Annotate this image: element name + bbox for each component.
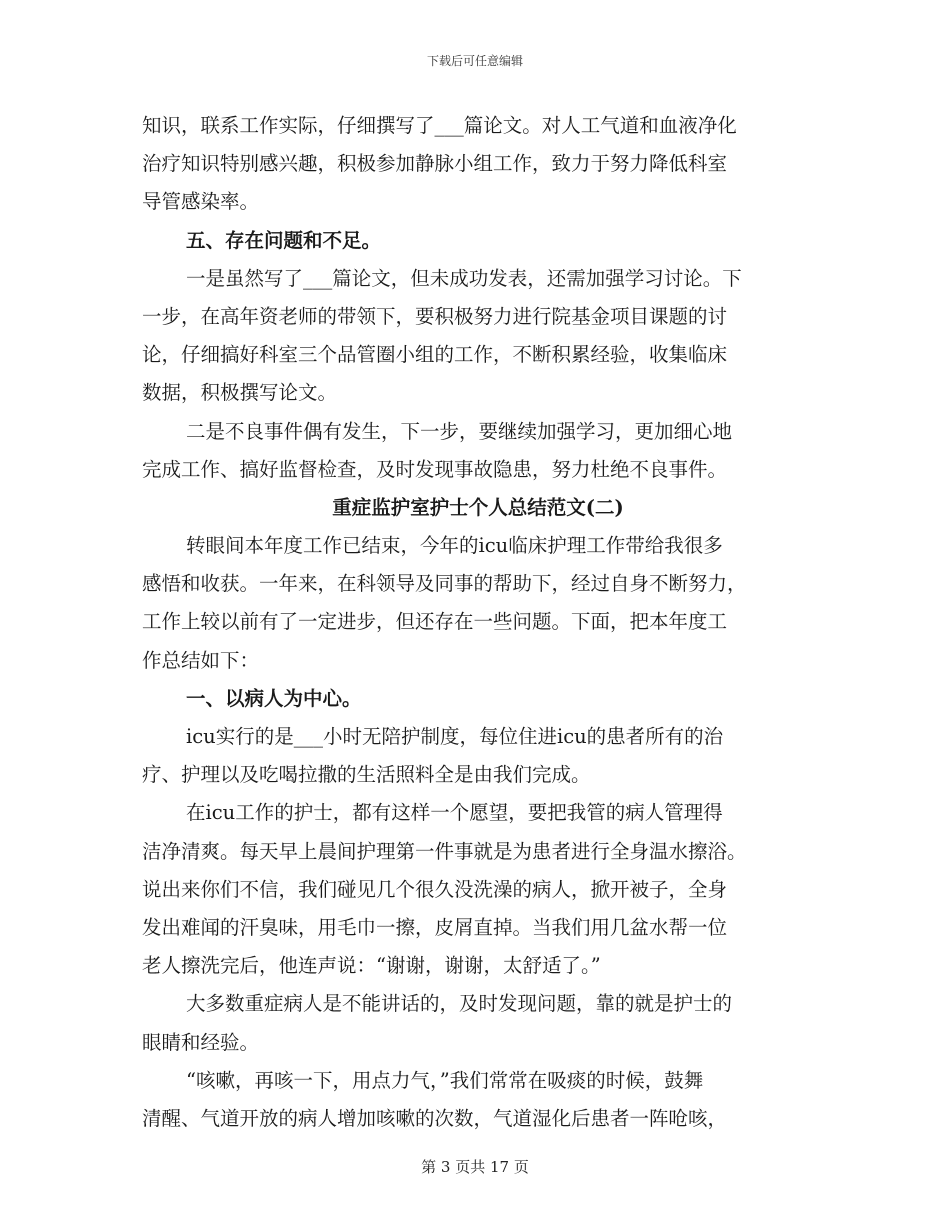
paragraph-line: 一步，在高年资老师的带领下，要积极努力进行院基金项目课题的讨 <box>142 304 728 328</box>
section-heading: 五、存在问题和不足。 <box>186 228 382 252</box>
paragraph-line: “咳嗽，再咳一下，用点力气，”我们常常在吸痰的时候，鼓舞 <box>186 1068 704 1092</box>
paragraph-line: 工作上较以前有了一定进步，但还存在一些问题。下面，把本年度工 <box>142 610 728 634</box>
paragraph-line: 眼睛和经验。 <box>142 1030 260 1054</box>
paragraph-line: 治疗知识特别感兴趣，积极参加静脉小组工作，致力于努力降低科室 <box>142 152 728 176</box>
paragraph-line: 说出来你们不信，我们碰见几个很久没洗澡的病人，掀开被子，全身 <box>142 877 728 901</box>
paragraph-line: 一是虽然写了___篇论文，但未成功发表，还需加强学习讨论。下 <box>186 266 742 290</box>
page-header: 下载后可任意编辑 <box>426 54 523 68</box>
paragraph-line: 知识，联系工作实际，仔细撰写了___篇论文。对人工气道和血液净化 <box>142 114 737 137</box>
paragraph-line: 发出难闻的汗臭味，用毛巾一擦，皮屑直掉。当我们用几盆水帮一位 <box>142 915 728 939</box>
paragraph-line: 作总结如下： <box>142 648 260 672</box>
section-heading: 一、以病人为中心。 <box>186 686 362 710</box>
paragraph-line: 转眼间本年度工作已结束，今年的icu临床护理工作带给我很多 <box>186 534 723 558</box>
paragraph-line: 二是不良事件偶有发生，下一步，要继续加强学习，更加细心地 <box>186 419 733 443</box>
paragraph-line: 洁净清爽。每天早上晨间护理第一件事就是为患者进行全身温水擦浴。 <box>142 839 747 863</box>
paragraph-line: icu实行的是___小时无陪护制度，每位住进icu的患者所有的治 <box>186 725 724 748</box>
paragraph-line: 清醒、气道开放的病人增加咳嗽的次数，气道湿化后患者一阵呛咳， <box>142 1106 728 1130</box>
paragraph-line: 感悟和收获。一年来，在科领导及同事的帮助下，经过自身不断努力， <box>142 572 747 596</box>
document-title: 重症监护室护士个人总结范文(二) <box>332 495 624 519</box>
paragraph-line: 论，仔细搞好科室三个品管圈小组的工作，不断积累经验，收集临床 <box>142 343 728 367</box>
paragraph-line: 数据，积极撰写论文。 <box>142 381 338 405</box>
page-footer: 第 3 页共 17 页 <box>421 1158 529 1176</box>
paragraph-line: 导管感染率。 <box>142 190 260 214</box>
paragraph-line: 完成工作、搞好监督检查，及时发现事故隐患，努力杜绝不良事件。 <box>142 457 728 481</box>
paragraph-line: 疗、护理以及吃喝拉撒的生活照料全是由我们完成。 <box>142 763 591 787</box>
paragraph-line: 老人擦洗完后，他连声说：“谢谢，谢谢，太舒适了。” <box>142 954 601 978</box>
paragraph-line: 在icu工作的护士，都有这样一个愿望，要把我管的病人管理得 <box>186 801 723 825</box>
paragraph-line: 大多数重症病人是不能讲话的，及时发现问题，靠的就是护士的 <box>186 992 733 1016</box>
document-body <box>142 107 814 1138</box>
